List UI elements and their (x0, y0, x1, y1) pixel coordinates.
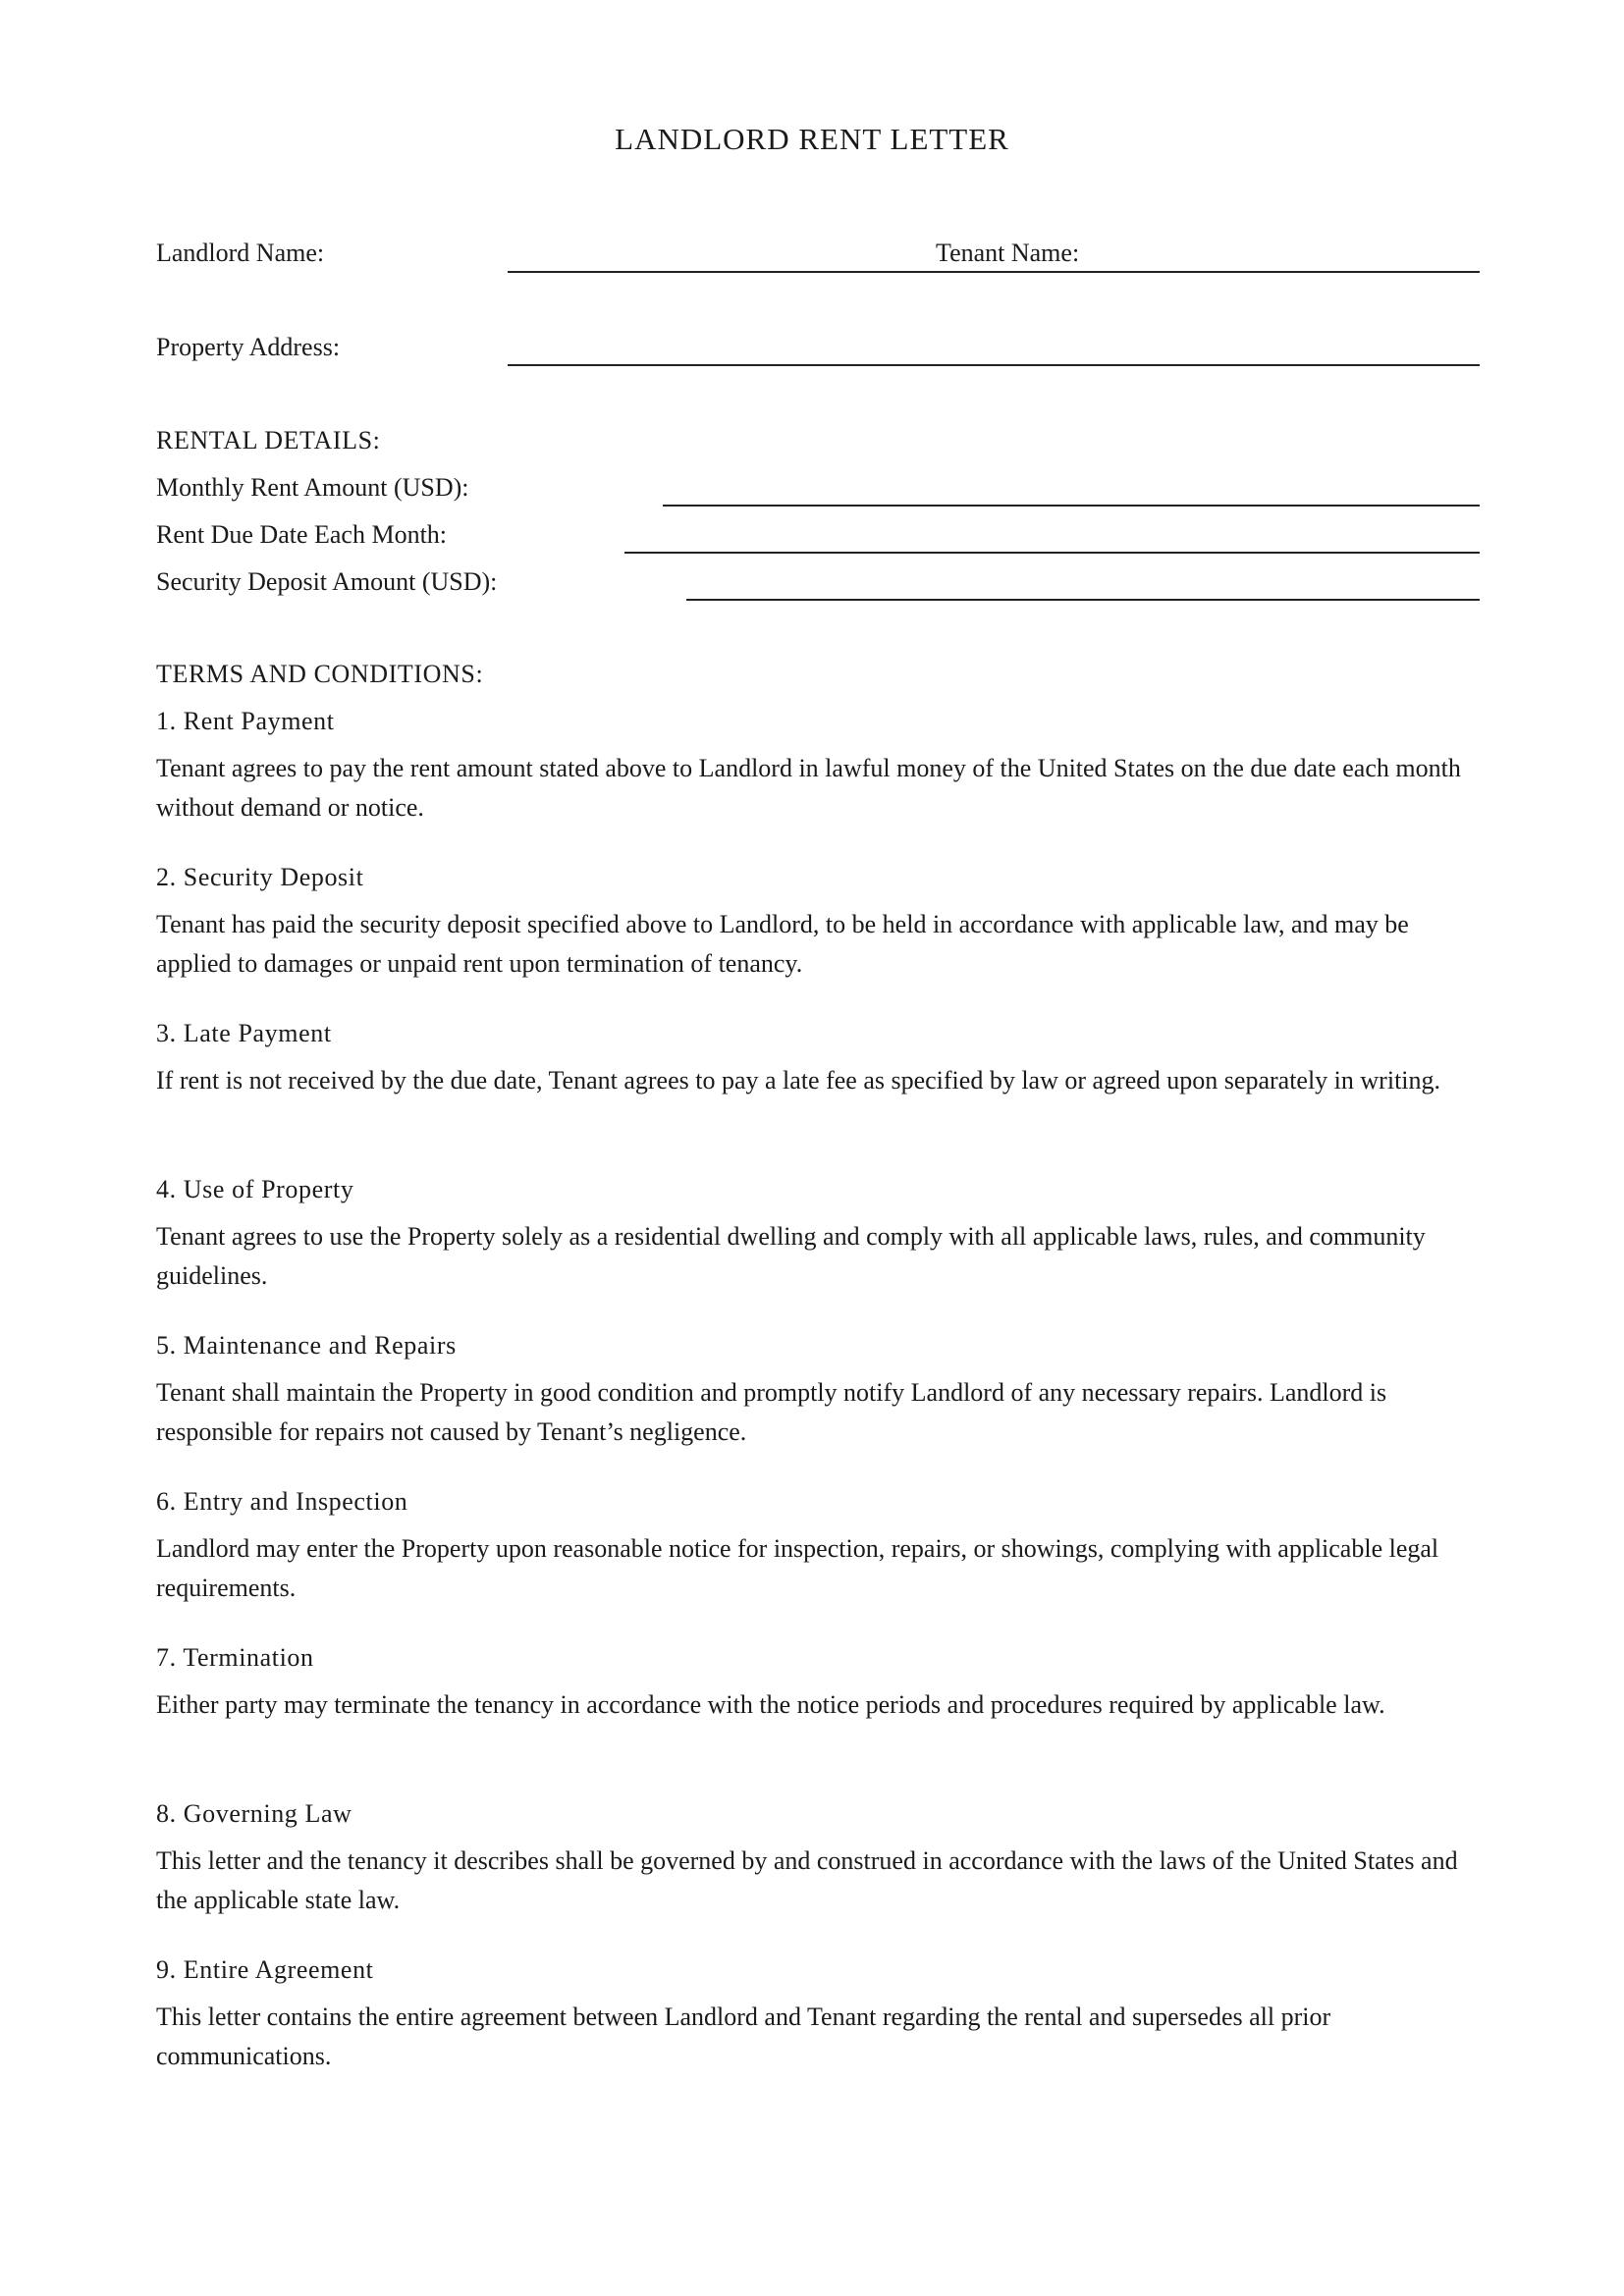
section-text: This letter contains the entire agreement between Landlord and Tenant regarding the rental and supersedes all prior communications. (156, 2002, 1331, 2070)
section-title: 1. Rent Payment (156, 707, 335, 735)
landlord-name-label: Landlord Name: (156, 239, 325, 267)
section-text: Tenant shall maintain the Property in good condition and promptly notify Landlord of any necessary repairs. Landlord is responsible for repairs not caused by Tenant’s negligence. (156, 1378, 1387, 1446)
section-text: Tenant has paid the security deposit specified above to Landlord, to be held in accordance with applicable law, and may be applied to damages or unpaid rent upon termination of tenancy. (156, 910, 1409, 978)
rental-details-heading: RENTAL DETAILS: (156, 426, 381, 454)
section-title: 2. Security Deposit (156, 863, 364, 891)
landlord-name-field[interactable] (508, 271, 1480, 273)
section-text: Tenant agrees to pay the rent amount stated above to Landlord in lawful money of the United States on the due date each month without demand or notice. (156, 754, 1461, 822)
section-title: 8. Governing Law (156, 1799, 352, 1828)
section-title: 4. Use of Property (156, 1175, 354, 1203)
terms-heading: TERMS AND CONDITIONS: (156, 660, 484, 688)
property-address-label: Property Address: (156, 333, 341, 361)
section-title: 6. Entry and Inspection (156, 1487, 408, 1516)
section-text: Tenant agrees to use the Property solely as a residential dwelling and comply with all applicable laws, rules, and community guidelines. (156, 1222, 1426, 1290)
document-title: LANDLORD RENT LETTER (615, 122, 1009, 156)
section-text: Landlord may enter the Property upon reasonable notice for inspection, repairs, or showings, complying with applicable legal requirements. (156, 1534, 1439, 1602)
rent-due-date-field[interactable] (624, 552, 1480, 554)
section-text: Either party may terminate the tenancy in accordance with the notice periods and procedures required by applicable law. (156, 1690, 1385, 1719)
section-title: 3. Late Payment (156, 1019, 332, 1047)
monthly-rent-field[interactable] (663, 505, 1480, 507)
rent-due-date-label: Rent Due Date Each Month: (156, 520, 448, 549)
section-text: This letter and the tenancy it describes shall be governed by and construed in accordance with the laws of the United States and the applicable state law. (156, 1846, 1458, 1914)
property-address-field[interactable] (508, 364, 1480, 366)
tenant-name-label: Tenant Name: (936, 239, 1080, 267)
section-title: 9. Entire Agreement (156, 1955, 374, 1984)
section-text: If rent is not received by the due date, Tenant agrees to pay a late fee as specified by law or agreed upon separately in writing. (156, 1066, 1441, 1095)
section-title: 5. Maintenance and Repairs (156, 1331, 457, 1360)
security-deposit-field[interactable] (686, 599, 1480, 601)
monthly-rent-label: Monthly Rent Amount (USD): (156, 473, 469, 502)
section-title: 7. Termination (156, 1643, 314, 1672)
security-deposit-label: Security Deposit Amount (USD): (156, 567, 498, 596)
